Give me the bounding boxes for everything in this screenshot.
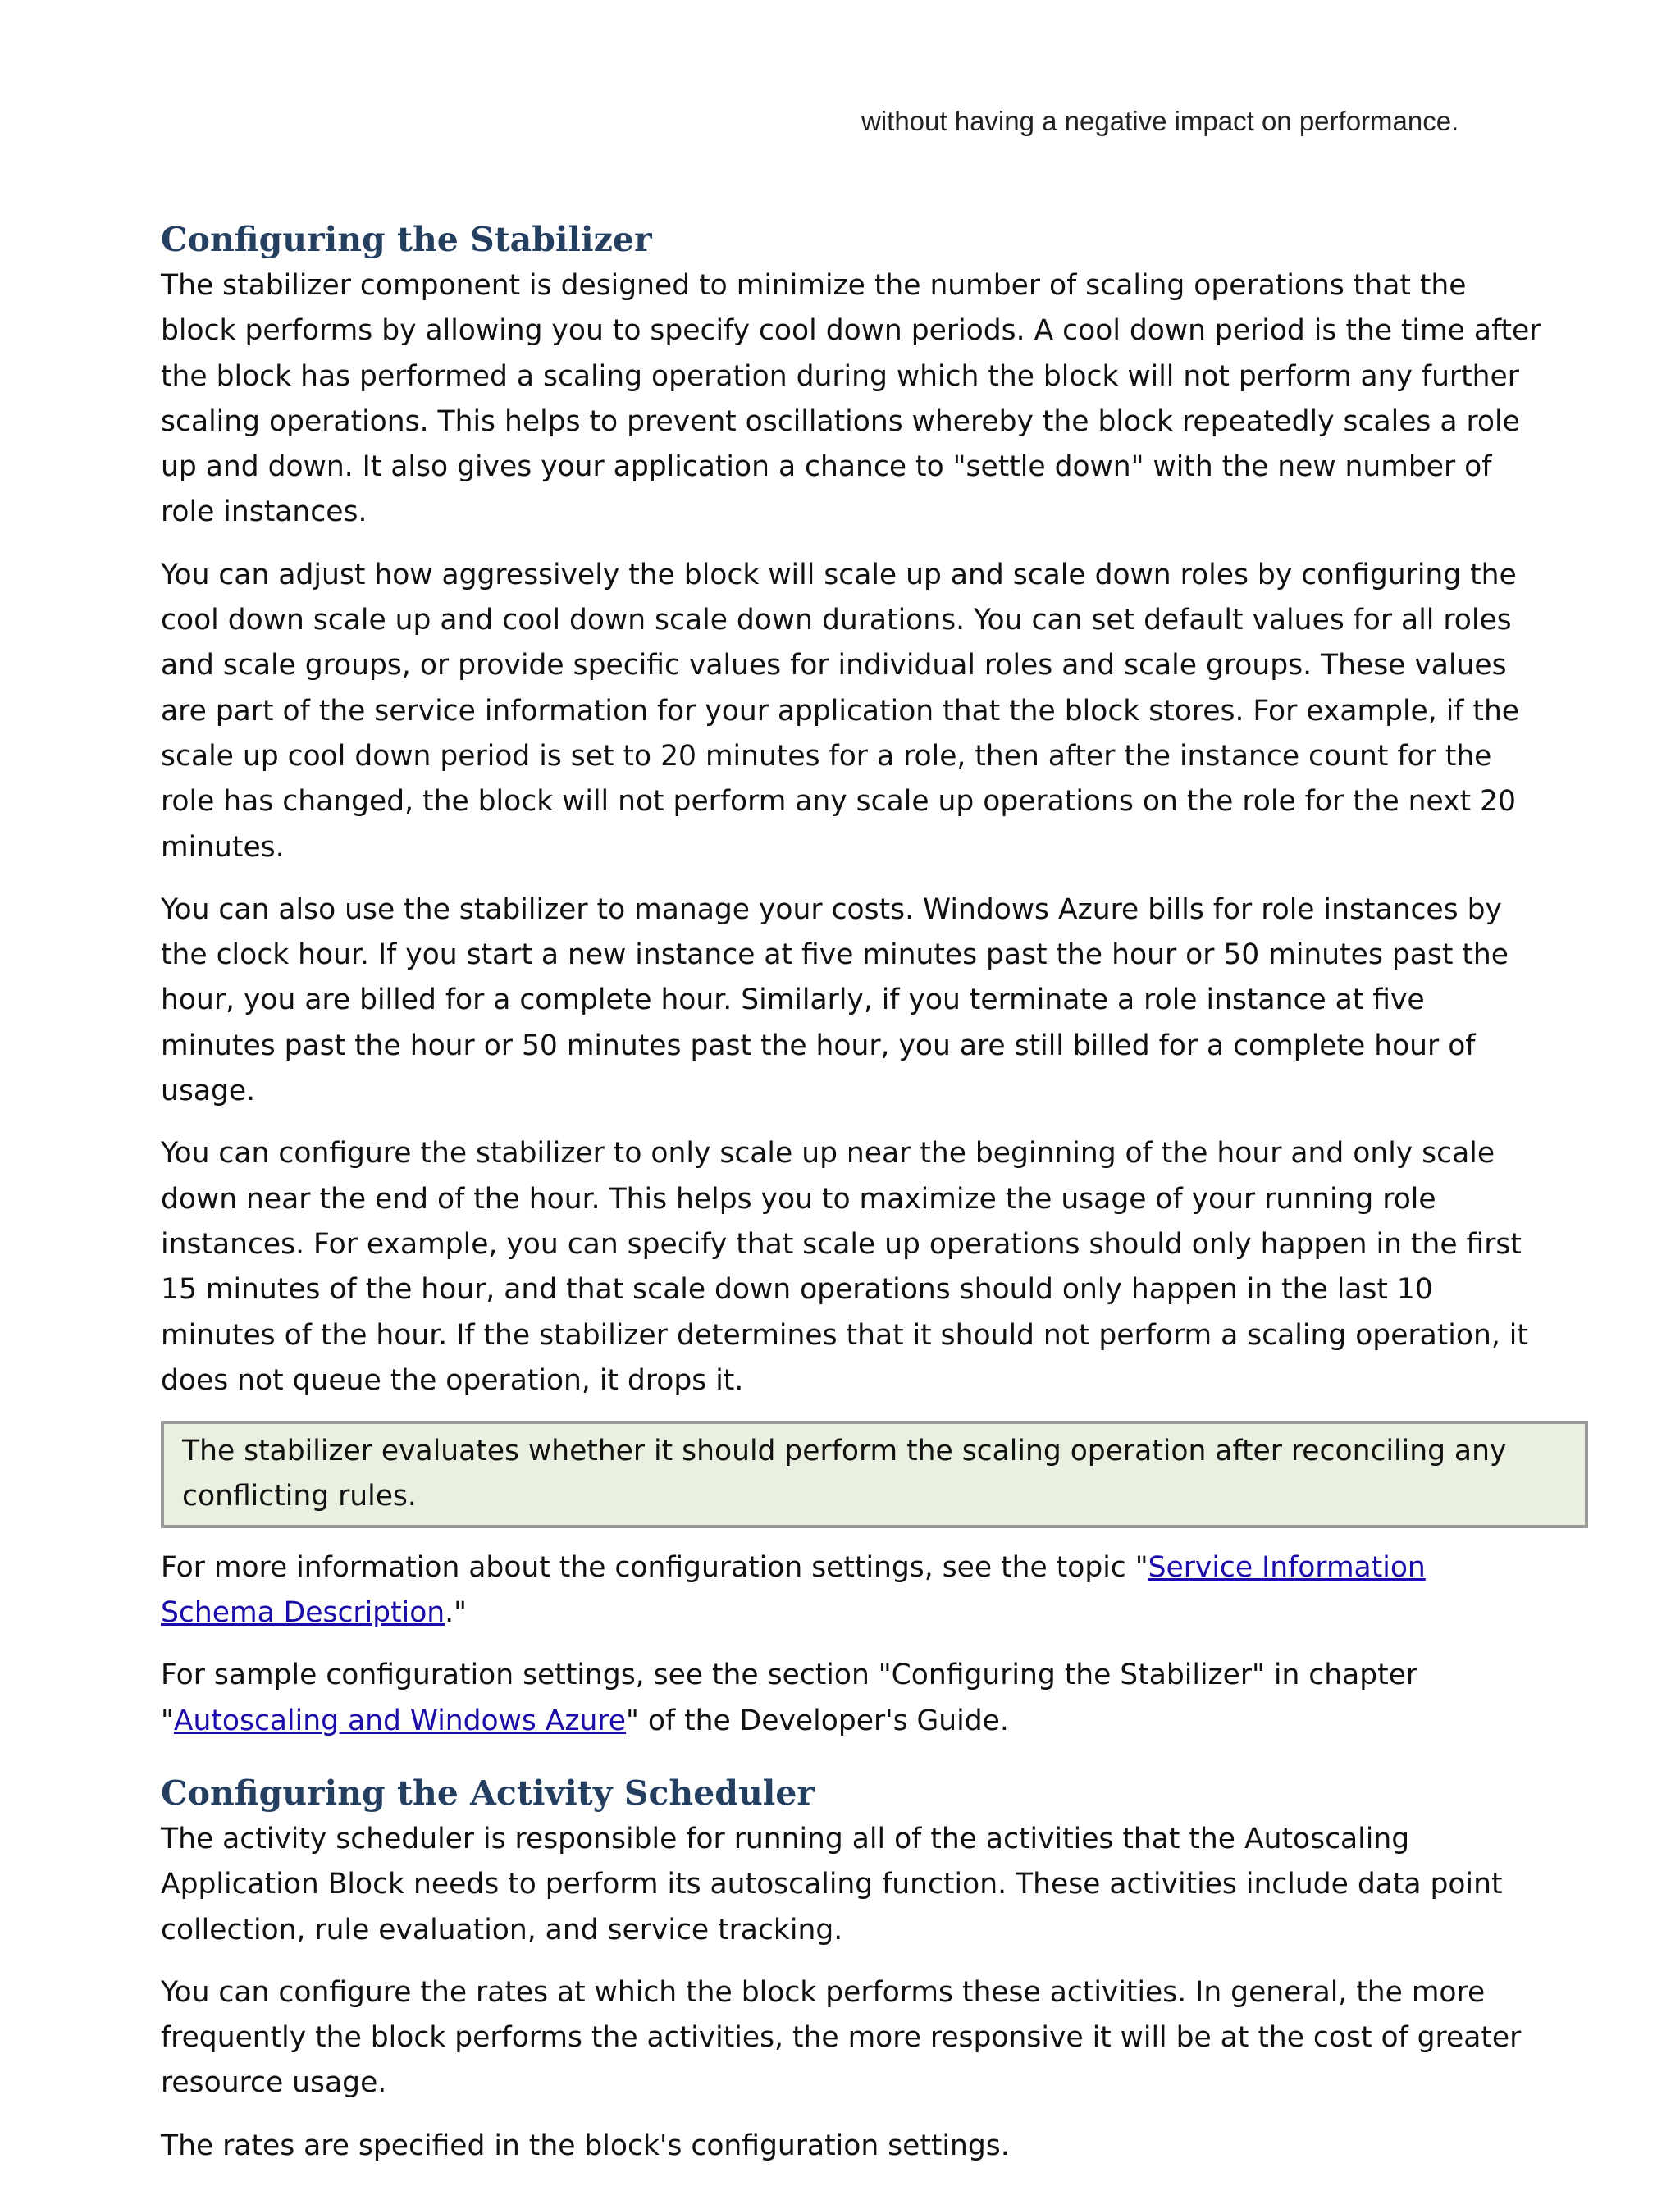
heading-configuring-activity-scheduler: Configuring the Activity Scheduler [161, 1773, 815, 1813]
stabilizer-paragraph-2: You can adjust how aggressively the block will scale up and scale down roles by configuring the cool down scale up and cool down scale down durations. You can set default values for all roles and scale groups, or provide specific values for individual roles and scale groups. These values are part of the service information for your application that the block stores. For example, if the scale up cool down period is set to 20 minutes for a role, then after the instance count for the role has changed, the block will not perform any scale up operations on the role for the next 20 minutes. [161, 558, 1520, 864]
scheduler-paragraph-1: The activity scheduler is responsible for running all of the activities that the Autoscaling Application Block needs to perform its autoscaling function. These activities include data point collection, rule evaluation, and service tracking. [161, 1822, 1503, 1946]
config-settings-text-before: For more information about the configuration settings, see the topic " [161, 1550, 1148, 1584]
service-information-schema-link[interactable]: Service Information Schema Description [161, 1550, 1426, 1630]
sample-config-text-after: " of the Developer's Guide. [626, 1704, 1009, 1737]
stabilizer-paragraph-3: You can also use the stabilizer to manage your costs. Windows Azure bills for role instances by the clock hour. If you start a new instance at five minutes past the hour or 50 minutes past the hour, you are billed for a complete hour. Similarly, if you terminate a role instance at five minutes past the hour or 50 minutes past the hour, you are still billed for a complete hour of usage. [161, 892, 1509, 1108]
note-box [161, 1421, 1588, 1528]
stabilizer-paragraph-1: The stabilizer component is designed to minimize the number of scaling operations that the block performs by allowing you to specify cool down periods. A cool down period is the time after the block has performed a scaling operation during which the block will not perform any further scaling operations. This helps to prevent oscillations whereby the block repeatedly scales a role up and down. It also gives your application a chance to "settle down" with the new number of role instances. [161, 269, 1541, 529]
scheduler-paragraph-2: You can configure the rates at which the block performs these activities. In general, the more frequently the block performs the activities, the more responsive it will be at the cost of greater resource usage. [161, 1975, 1522, 2100]
sample-config-text-before: For sample configuration settings, see the section "Configuring the Stabilizer" in chapter " [161, 1659, 1418, 1737]
autoscaling-windows-azure-link[interactable]: Autoscaling and Windows Azure [173, 1704, 627, 1737]
heading-configuring-stabilizer: Configuring the Stabilizer [161, 220, 652, 259]
scheduler-paragraph-3: The rates are specified in the block's configuration settings. [161, 2129, 1010, 2162]
stabilizer-paragraph-4: You can configure the stabilizer to only scale up near the beginning of the hour and only scale down near the end of the hour. This helps you to maximize the usage of your running role instances. For example, you can specify that scale up operations should only happen in the first 15 minutes of the hour, and that scale down operations should only happen in the last 10 minutes of the hour. If the stabilizer determines that it should not perform a scaling operation, it does not queue the operation, it drops it. [161, 1137, 1528, 1397]
note-text: The stabilizer evaluates whether it should perform the scaling operation after reconciling any conflicting rules. [182, 1435, 1507, 1513]
config-settings-paragraph [161, 1545, 1547, 1636]
config-settings-text-after: ." [445, 1596, 468, 1630]
document-body [161, 218, 1547, 2186]
continued-text-fragment: without having a negative impact on performance. [861, 106, 1459, 136]
sample-config-paragraph [161, 1653, 1547, 1744]
